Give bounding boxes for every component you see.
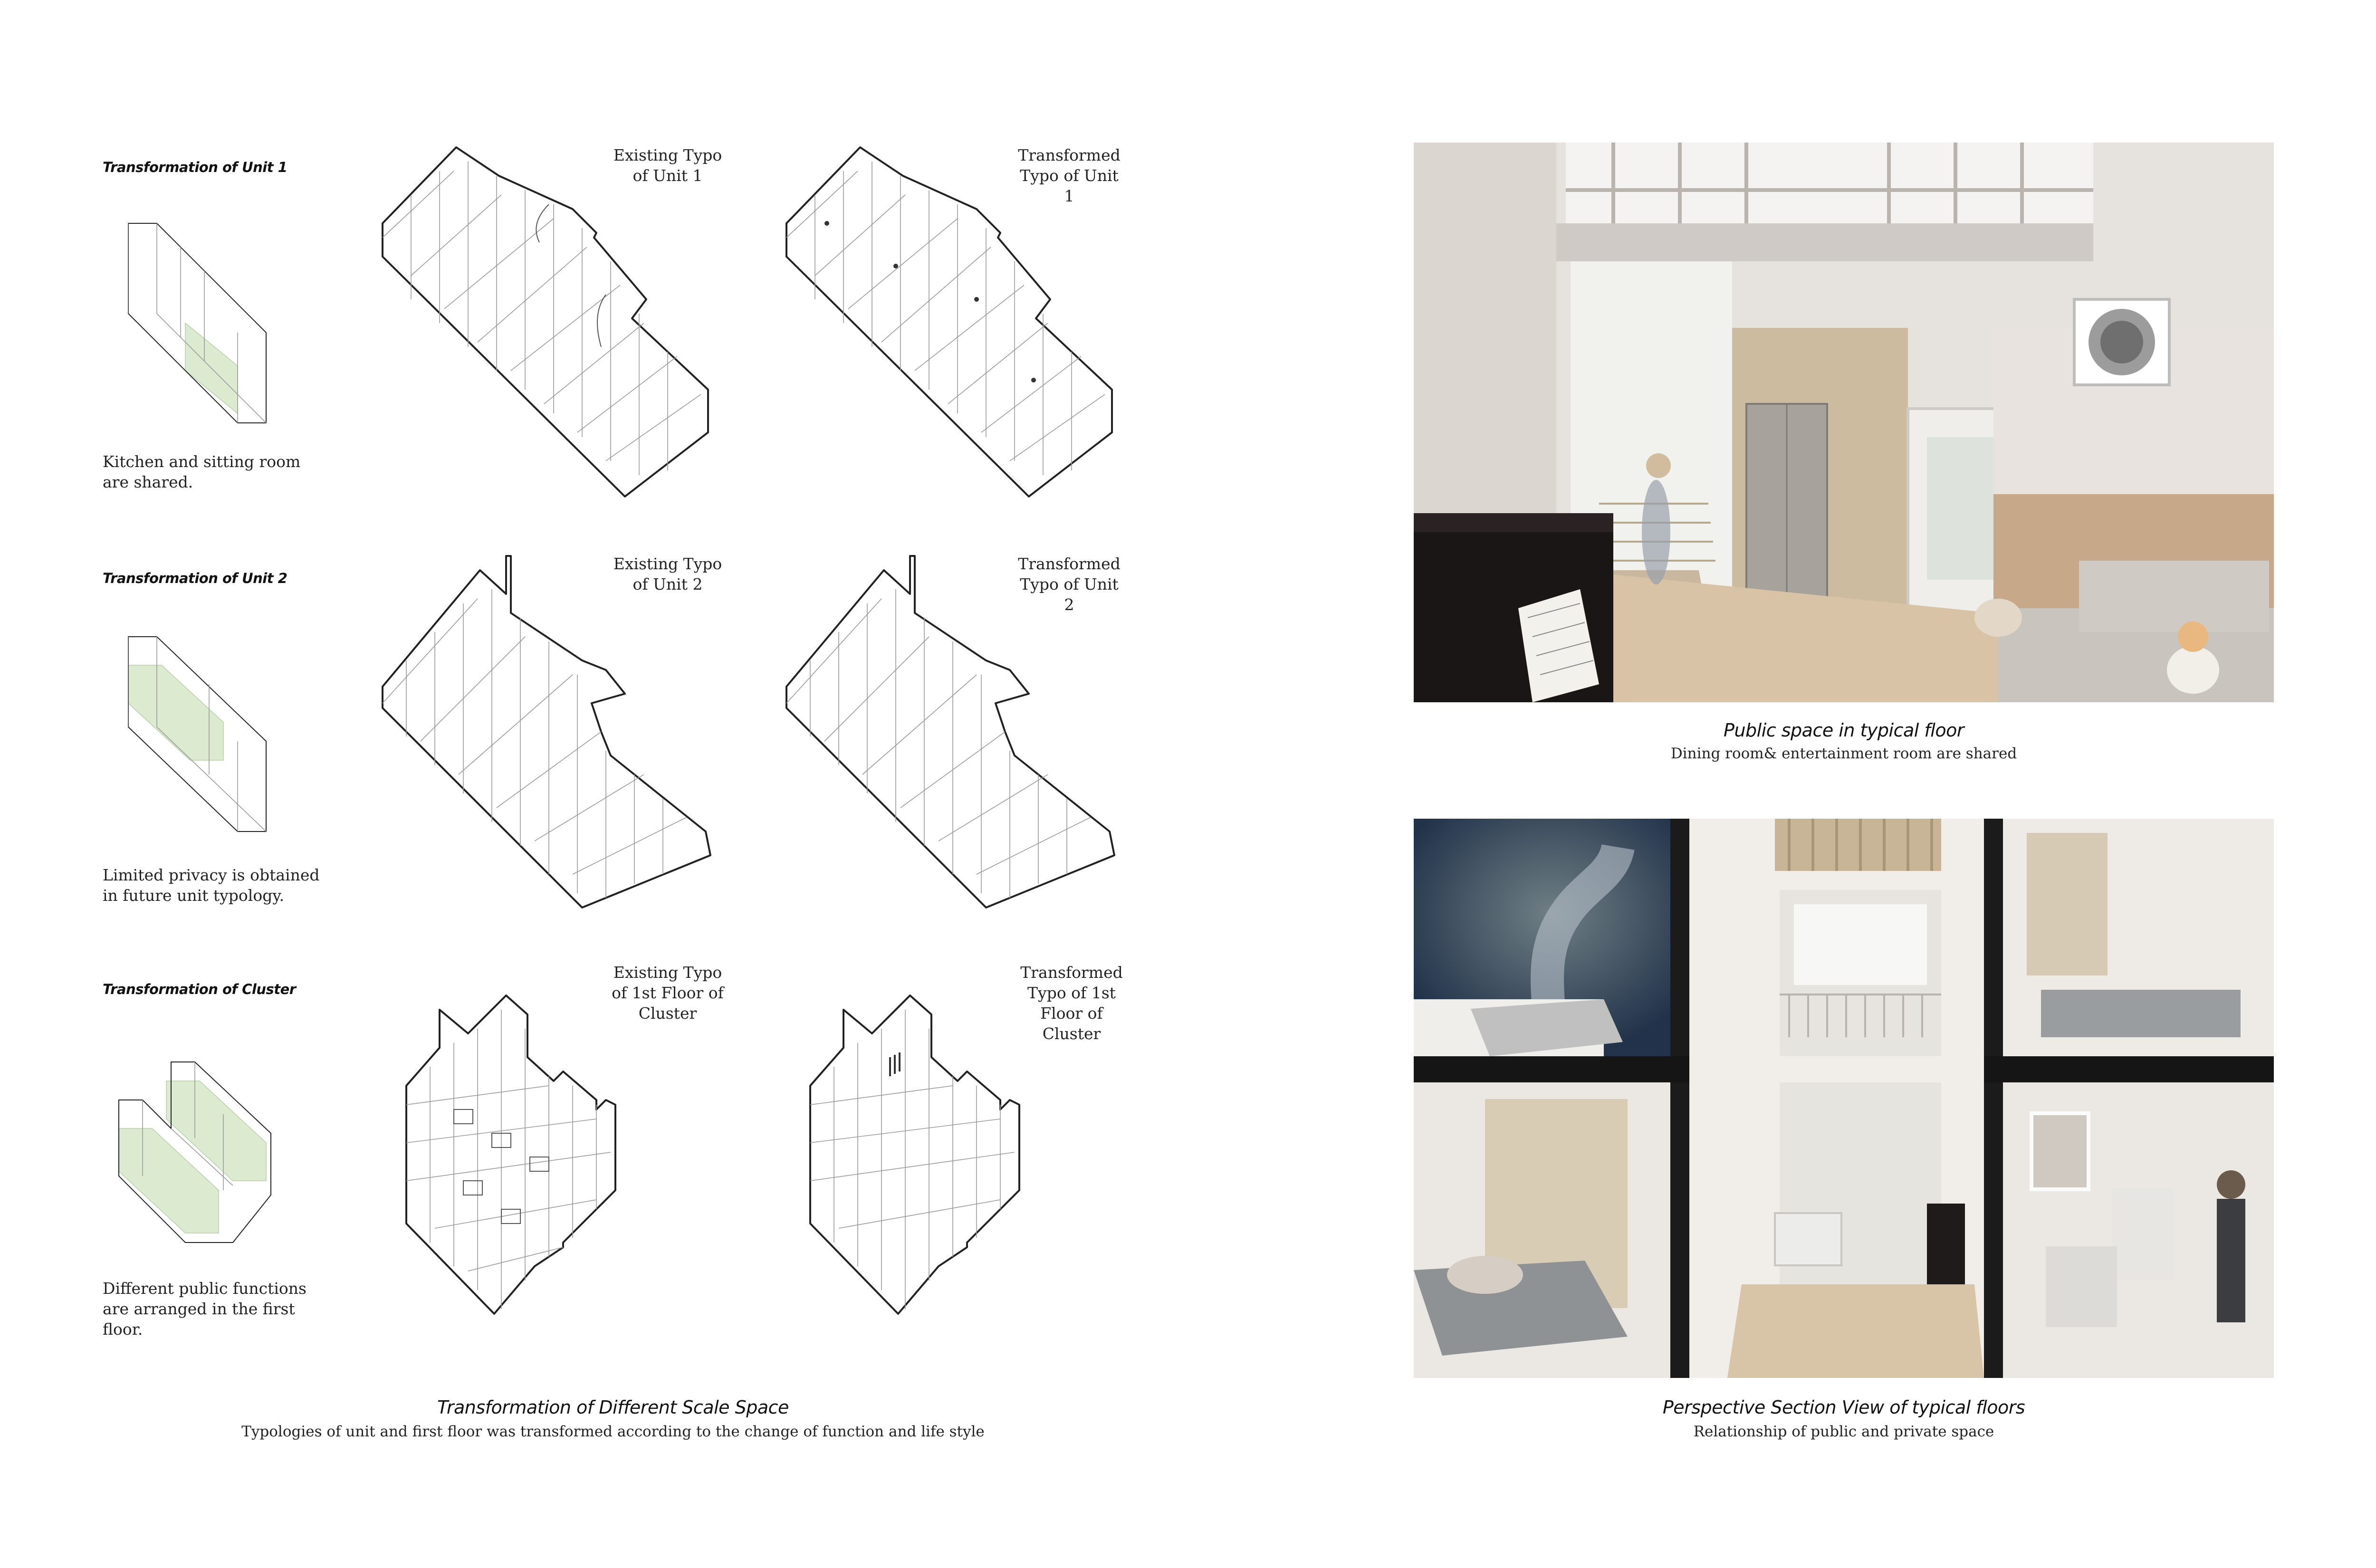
label-transformed-cluster: Transformed Typo of 1st Floor of Cluster [1020, 963, 1123, 1043]
row-title-cluster: Transformation of Cluster [103, 981, 296, 997]
row-title-unit-1: Transformation of Unit 1 [103, 159, 287, 175]
section-view-subtitle: Relationship of public and private space [1693, 1423, 1994, 1440]
diagram-unit-1-axon [109, 214, 280, 432]
section-view-illustration [1414, 819, 2274, 1378]
section-view-title: Perspective Section View of typical floors [1662, 1397, 2025, 1418]
row-description-unit-1: Kitchen and sitting room are shared. [103, 452, 301, 491]
label-transformed-unit-2: Transformed Typo of Unit 2 [1018, 555, 1121, 614]
label-transformed-unit-1: Transformed Typo of Unit 1 [1018, 146, 1121, 205]
public-space-illustration [1414, 143, 2274, 702]
public-space-render [1414, 143, 2274, 702]
section-view-render [1414, 819, 2274, 1378]
left-caption-subtitle: Typologies of unit and first floor was transformed according to the change of function and life style [241, 1423, 985, 1440]
diagram-unit-2-axon [109, 627, 280, 836]
plan-existing-unit-2 [383, 551, 715, 908]
row-description-unit-2: Limited privacy is obtained in future unit typology. [103, 866, 320, 905]
left-caption-title: Transformation of Different Scale Space [437, 1397, 789, 1418]
public-space-subtitle: Dining room& entertainment room are shared [1670, 745, 2017, 762]
public-space-title: Public space in typical floor [1724, 720, 1964, 741]
plan-existing-unit-1 [383, 143, 715, 499]
row-description-cluster: Different public functions are arranged in the first floor. [103, 1279, 307, 1339]
row-title-unit-2: Transformation of Unit 2 [103, 570, 287, 586]
label-existing-cluster: Existing Typo of 1st Floor of Cluster [612, 963, 724, 1023]
label-existing-unit-1: Existing Typo of Unit 1 [613, 146, 722, 185]
label-existing-unit-2: Existing Typo of Unit 2 [613, 555, 722, 593]
diagram-cluster-axon [109, 1033, 290, 1252]
